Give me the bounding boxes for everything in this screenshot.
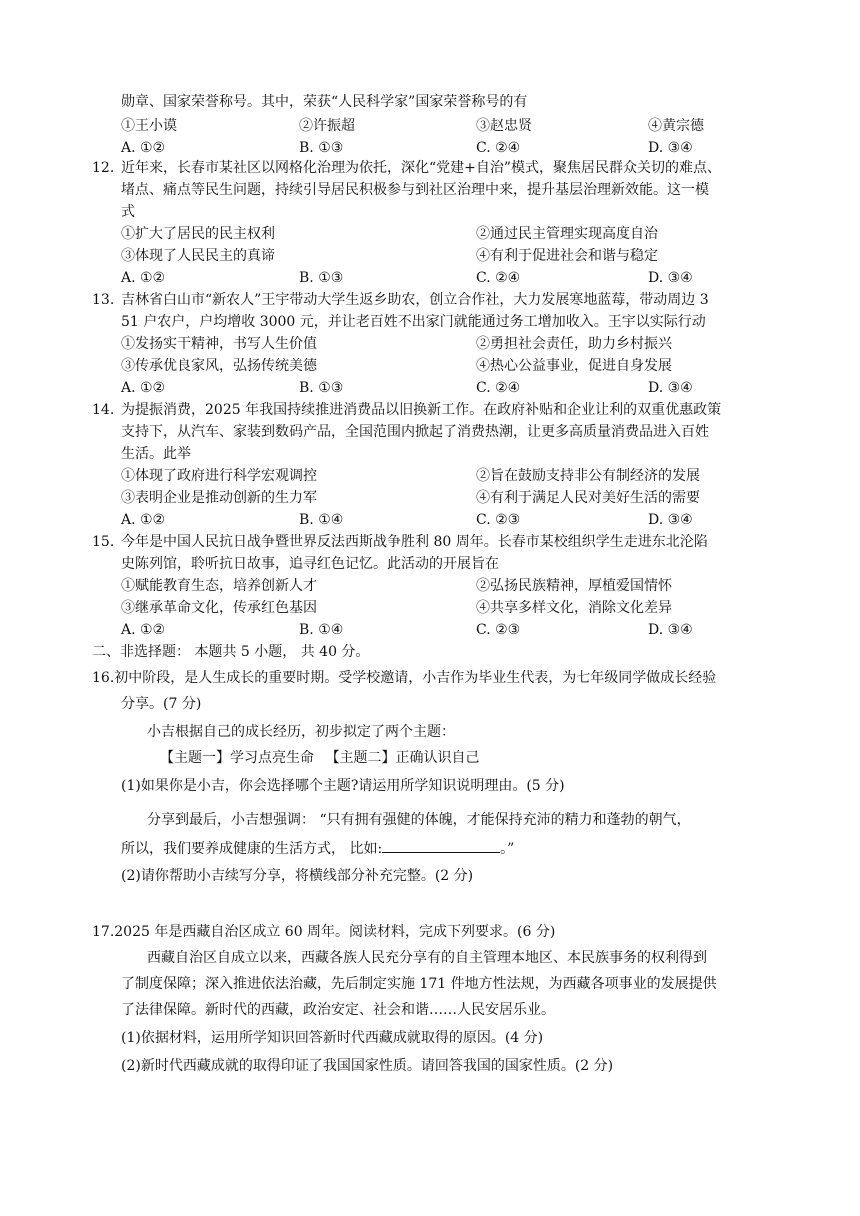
q12-item: ②通过民主管理实现高度自治 (476, 226, 658, 242)
q11-item: ②许振超 (299, 118, 355, 134)
q15-stem: 史陈列馆，聆听抗日故事，追寻红色记忆。此活动的开展旨在 (121, 556, 499, 572)
q16-share-prefix: 所以，我们要养成健康的生活方式， 比如: (121, 841, 383, 857)
q14-option: D. ③④ (648, 512, 693, 528)
q14-item: ④有利于满足人民对美好生活的需要 (476, 490, 700, 506)
q13-option: D. ③④ (648, 380, 693, 396)
q12-item: ④有利于促进社会和谐与稳定 (476, 248, 658, 264)
q15-option: A. ①② (121, 622, 166, 638)
q14-number: 14. (92, 402, 115, 418)
q13-stem: 吉林省白山市“新农人”王宇带动大学生返乡助农，创立合作社，大力发展寒地蓝莓，带动周边 3 (121, 292, 709, 308)
q13-number: 13. (92, 292, 115, 308)
q17-material: 西藏自治区自成立以来，西藏各族人民充分享有的自主管理本地区、本民族事务的权利得到 (147, 950, 707, 966)
q12-stem: 堵点、痛点等民生问题，持续引导居民积极参与到社区治理中来，提升基层治理新效能。这一模 (121, 182, 709, 198)
q16-share-line (121, 838, 514, 859)
q15-item: ②弘扬民族精神，厚植爱国情怀 (476, 578, 672, 594)
q14-stem: 生活。此举 (121, 446, 191, 462)
q15-item: ①赋能教育生态，培养创新人才 (121, 578, 317, 594)
q16-intro: 小吉根据自己的成长经历，初步拟定了两个主题： (147, 724, 455, 740)
q16-subquestion-2: (2)请你帮助小吉续写分享，将横线部分补充完整。(2 分) (121, 868, 474, 884)
q17-subquestion-1: (1)依据材料，运用所学知识回答新时代西藏成就取得的原因。(4 分) (121, 1030, 544, 1046)
q15-number: 15. (92, 534, 115, 550)
q12-option: A. ①② (121, 270, 166, 286)
q14-item: ①体现了政府进行科学宏观调控 (121, 468, 317, 484)
q14-stem: 支持下，从汽车、家装到数码产品，全国范围内掀起了消费热潮，让更多高质量消费品进入百姓 (121, 424, 709, 440)
q11-item: ④黄宗德 (648, 118, 704, 134)
q14-stem: 为提振消费，2025 年我国持续推进消费品以旧换新工作。在政府补贴和企业让利的双重优惠政策 (121, 402, 722, 418)
q13-item: ①发扬实干精神，书写人生价值 (121, 336, 317, 352)
q17-material: 了法律保障。新时代的西藏，政治安定、社会和谐……人民安居乐业。 (121, 1002, 555, 1018)
q14-option: C. ②③ (476, 512, 521, 528)
q12-option: D. ③④ (648, 270, 693, 286)
q17-stem: 17.2025 年是西藏自治区成立 60 周年。阅读材料，完成下列要求。(6 分) (92, 924, 556, 940)
q13-item: ③传承优良家风，弘扬传统美德 (121, 358, 317, 374)
q15-item: ④共享多样文化，消除文化差异 (476, 600, 672, 616)
q11-option: B. ①③ (299, 140, 344, 156)
q15-option: D. ③④ (648, 622, 693, 638)
q13-item: ②勇担社会责任，助力乡村振兴 (476, 336, 672, 352)
q15-option: C. ②③ (476, 622, 521, 638)
q15-item: ③继承革命文化，传承红色基因 (121, 600, 317, 616)
q14-option: B. ①④ (299, 512, 344, 528)
q15-option: B. ①④ (299, 622, 344, 638)
q12-item: ①扩大了居民的民主权利 (121, 226, 275, 242)
q16-subquestion-1: (1)如果你是小吉，你会选择哪个主题?请运用所学知识说明理由。(5 分) (121, 778, 565, 794)
q17-material: 了制度保障；深入推进依法治藏，先后制定实施 171 件地方性法规，为西藏各项事业的发展提供 (121, 976, 717, 992)
q11-stem: 勋章、国家荣誉称号。其中，荣获“人民科学家”国家荣誉称号的有 (121, 94, 528, 110)
q16-themes: 【主题一】学习点亮生命 【主题二】正确认识自己 (160, 750, 480, 766)
q14-item: ③表明企业是推动创新的生力军 (121, 490, 317, 506)
q16-stem: 16.初中阶段，是人生成长的重要时期。受学校邀请，小吉作为毕业生代表，为七年级同学做成长经验 (92, 670, 717, 686)
q12-option: C. ②④ (476, 270, 521, 286)
q11-option: C. ②④ (476, 140, 521, 156)
q16-share-suffix: 。” (500, 841, 515, 857)
q12-number: 12. (92, 160, 115, 176)
q13-option: C. ②④ (476, 380, 521, 396)
q13-item: ④热心公益事业，促进自身发展 (476, 358, 672, 374)
q11-item: ①王小谟 (121, 118, 177, 134)
q12-option: B. ①③ (299, 270, 344, 286)
q14-option: A. ①② (121, 512, 166, 528)
q13-option: A. ①② (121, 380, 166, 396)
q11-option: D. ③④ (648, 140, 693, 156)
q12-item: ③体现了人民民主的真谛 (121, 248, 275, 264)
q16-stem: 分享。(7 分) (121, 696, 202, 712)
q11-option: A. ①② (121, 140, 166, 156)
q15-stem: 今年是中国人民抗日战争暨世界反法西斯战争胜利 80 周年。长春市某校组织学生走进东北沦陷 (121, 534, 708, 550)
q11-item: ③赵忠贤 (476, 118, 532, 134)
answer-blank[interactable] (382, 838, 500, 853)
section-heading: 二、非选择题： 本题共 5 小题， 共 40 分。 (92, 644, 370, 660)
q16-share-text: 分享到最后，小吉想强调： “只有拥有强健的体魄，才能保持充沛的精力和蓬勃的朝气， (147, 812, 691, 828)
q13-option: B. ①③ (299, 380, 344, 396)
q17-subquestion-2: (2)新时代西藏成就的取得印证了我国国家性质。请回答我国的国家性质。(2 分) (121, 1058, 614, 1074)
q13-stem: 51 户农户，户均增收 3000 元，并让老百姓不出家门就能通过务工增加收入。王宇以实际行动 (121, 314, 706, 330)
q12-stem: 近年来，长春市某社区以网格化治理为依托，深化“党建+自治”模式，聚焦居民群众关切的难点、 (121, 160, 722, 176)
q12-stem: 式 (121, 204, 135, 220)
q14-item: ②旨在鼓励支持非公有制经济的发展 (476, 468, 700, 484)
